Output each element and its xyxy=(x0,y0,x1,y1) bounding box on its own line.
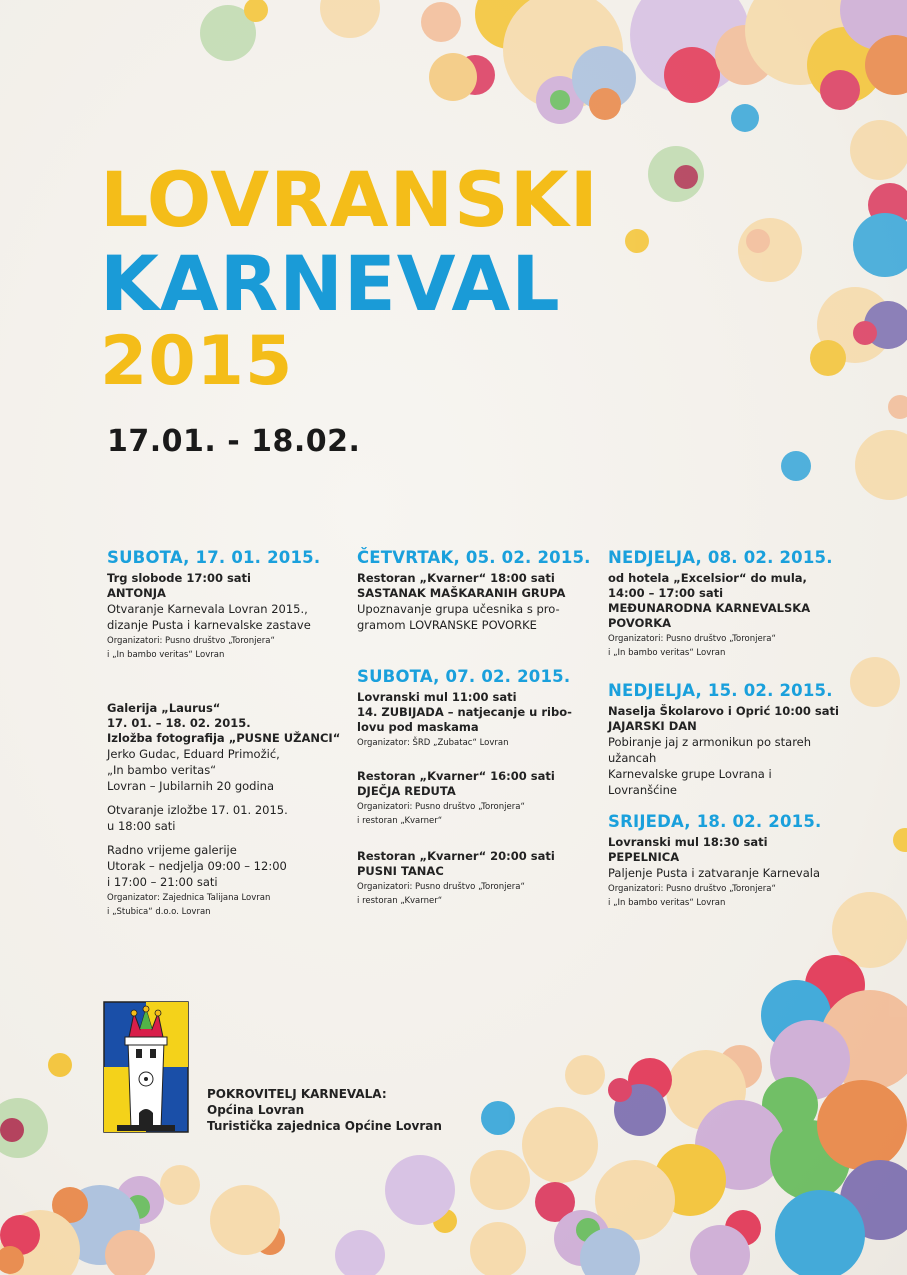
event-day: SUBOTA, 17. 01. 2015. xyxy=(107,548,321,567)
event-organizer: Organizatori: Pusno društvo „Toronjera“ xyxy=(357,802,525,812)
event-day: SRIJEDA, 18. 02. 2015. xyxy=(608,812,822,831)
event-organizer: i „In bambo veritas“ Lovran xyxy=(107,650,225,660)
event-title: DJEČJA REDUTA xyxy=(357,784,456,798)
event-description: gramom LOVRANSKE POVORKE xyxy=(357,618,537,632)
events-column-3 xyxy=(608,548,838,909)
event-day: NEDJELJA, 15. 02. 2015. xyxy=(608,681,833,700)
event-title: MEĐUNARODNA KARNEVALSKA xyxy=(608,601,811,615)
lovran-coat-of-arms-icon xyxy=(103,1001,189,1133)
event-time: 14:00 – 17:00 sati xyxy=(608,586,724,600)
event-title: 14. ZUBIJADA – natjecanje u ribo- xyxy=(357,705,572,719)
event-block xyxy=(608,812,838,909)
event-title: lovu pod maskama xyxy=(357,720,479,734)
event-block xyxy=(107,701,341,918)
event-day: SUBOTA, 07. 02. 2015. xyxy=(357,667,571,686)
event-title: ANTONJA xyxy=(107,586,166,600)
event-opening: Otvaranje izložbe 17. 01. 2015. xyxy=(107,803,288,817)
event-organizer: i „In bambo veritas“ Lovran xyxy=(608,648,726,658)
event-day: NEDJELJA, 08. 02. 2015. xyxy=(608,548,833,567)
title-year: 2015 xyxy=(100,322,294,401)
event-opening: u 18:00 sati xyxy=(107,819,176,833)
event-description: Karnevalske grupe Lovrana i xyxy=(608,767,772,781)
event-title: SASTANAK MAŠKARANIH GRUPA xyxy=(357,586,566,600)
event-block xyxy=(608,681,838,798)
event-description: „In bambo veritas“ xyxy=(107,763,217,777)
event-description: Lovran – Jubilarnih 20 godina xyxy=(107,779,274,793)
event-organizer: Organizator: ŠRD „Zubatac“ Lovran xyxy=(357,738,509,748)
event-location: Lovranski mul 18:30 sati xyxy=(608,835,768,849)
event-organizer: Organizatori: Pusno društvo „Toronjera“ xyxy=(107,636,275,646)
event-block xyxy=(357,849,587,907)
event-title: Izložba fotografija „PUSNE UŽANCI“ xyxy=(107,731,341,745)
sponsor-block xyxy=(207,1086,442,1134)
event-description: Upoznavanje grupa učesnika s pro- xyxy=(357,602,560,616)
sponsor-tourist-board: Turistička zajednica Općine Lovran xyxy=(207,1119,442,1133)
event-description: Jerko Gudac, Eduard Primožić, xyxy=(107,747,280,761)
events-column-2 xyxy=(357,548,591,907)
event-description: dizanje Pusta i karnevalske zastave xyxy=(107,618,311,632)
carnival-dates: 17.01. - 18.02. xyxy=(107,424,361,459)
events-column-1 xyxy=(107,548,341,918)
event-day: ČETVRTAK, 05. 02. 2015. xyxy=(357,548,591,567)
event-description: užancah xyxy=(608,751,657,765)
event-title: PUSNI TANAC xyxy=(357,864,444,878)
event-location: Restoran „Kvarner“ 16:00 sati xyxy=(357,769,555,783)
event-organizer: Organizator: Zajednica Talijana Lovran xyxy=(107,893,271,903)
event-description: Paljenje Pusta i zatvaranje Karnevala xyxy=(608,866,821,880)
event-location: Restoran „Kvarner“ 18:00 sati xyxy=(357,571,555,585)
event-description: Otvaranje Karnevala Lovran 2015., xyxy=(107,602,308,616)
title-line-2: KARNEVAL xyxy=(100,239,561,328)
title-line-1: LOVRANSKI xyxy=(100,155,599,244)
gallery-hours: i 17:00 – 21:00 sati xyxy=(107,875,218,889)
event-organizer: Organizatori: Pusno društvo „Toronjera“ xyxy=(357,882,525,892)
event-organizer: i restoran „Kvarner“ xyxy=(357,816,443,826)
gallery-hours: Utorak – nedjelja 09:00 – 12:00 xyxy=(107,859,287,873)
event-organizer: Organizatori: Pusno društvo „Toronjera“ xyxy=(608,634,776,644)
event-location: Restoran „Kvarner“ 20:00 sati xyxy=(357,849,555,863)
event-description: Lovranšćine xyxy=(608,783,677,797)
event-block xyxy=(357,769,587,827)
event-description: Pobiranje jaj z armonikun po stareh xyxy=(608,735,812,749)
event-block xyxy=(107,548,337,661)
event-location: od hotela „Excelsior“ do mula, xyxy=(608,571,807,585)
event-location: Lovranski mul 11:00 sati xyxy=(357,690,517,704)
event-block xyxy=(357,667,587,749)
event-organizer: Organizatori: Pusno društvo „Toronjera“ xyxy=(608,884,776,894)
event-location: Naselja Školarovo i Oprić 10:00 sati xyxy=(608,704,839,718)
gallery-hours: Radno vrijeme galerije xyxy=(107,843,237,857)
event-title: POVORKA xyxy=(608,616,672,630)
event-organizer: i restoran „Kvarner“ xyxy=(357,896,443,906)
event-location: Trg slobode 17:00 sati xyxy=(107,571,251,585)
sponsor-heading: POKROVITELJ KARNEVALA: xyxy=(207,1087,387,1101)
sponsor-municipality: Općina Lovran xyxy=(207,1103,305,1117)
event-location: Galerija „Laurus“ xyxy=(107,701,221,715)
event-organizer: i „In bambo veritas“ Lovran xyxy=(608,898,726,908)
event-dates: 17. 01. – 18. 02. 2015. xyxy=(107,716,251,730)
event-title: JAJARSKI DAN xyxy=(608,719,697,733)
event-organizer: i „Stubica“ d.o.o. Lovran xyxy=(107,907,211,917)
event-block xyxy=(357,548,591,633)
event-block xyxy=(608,548,838,659)
event-title: PEPELNICA xyxy=(608,850,680,864)
